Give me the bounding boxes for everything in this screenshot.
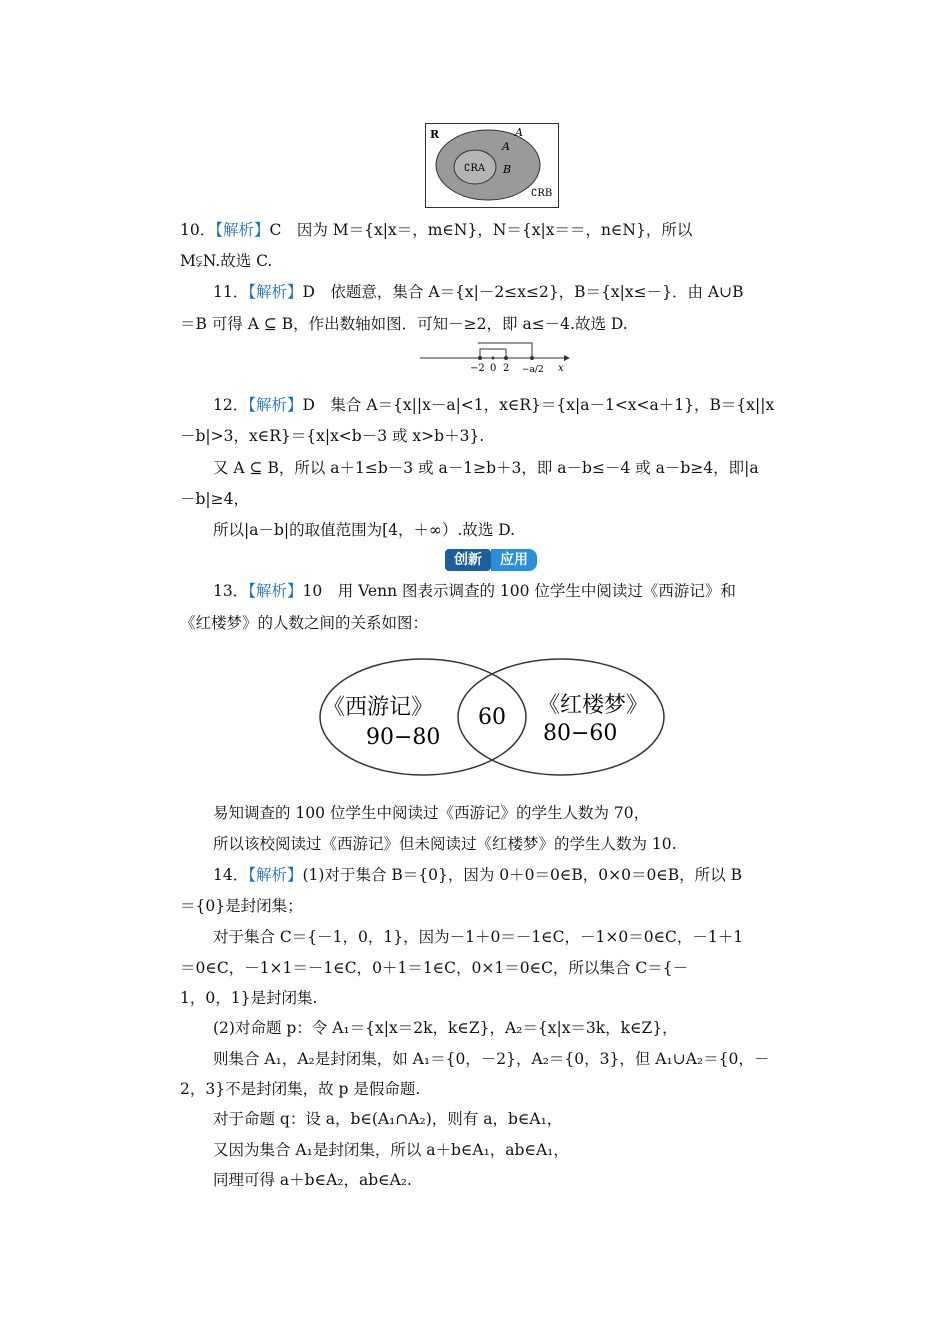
venn-right-title: 《红楼梦》 bbox=[538, 693, 649, 718]
q13-line3: 易知调查的 100 位学生中阅读过《西游记》的学生人数为 70， bbox=[213, 804, 650, 822]
q12-line5: 所以|a－b|的取值范围为[4，＋∞）.故选 D. bbox=[213, 521, 516, 539]
analysis-tag: 【解析】 bbox=[248, 582, 303, 600]
tick-neg2: −2 bbox=[470, 363, 485, 374]
q14-line9: 对于命题 q：设 a，b∈(A₁∩A₂)，则有 a，b∈A₁， bbox=[213, 1110, 563, 1128]
q10-line1: 10．【解析】C 因为 M＝{x|x＝，m∈N}，N＝{x|x＝＝，n∈N}，所以 bbox=[180, 221, 693, 239]
q13-line1: 13．【解析】10 用 Venn 图表示调查的 100 位学生中阅读过《西游记》和 bbox=[213, 582, 736, 600]
analysis-tag: 【解析】 bbox=[248, 866, 303, 884]
q12-line3: 又 A ⊆ B，所以 a＋1≤b－3 或 a－1≥b＋3，即 a－b≤－4 或 a－b≥4，即|a bbox=[213, 459, 759, 477]
q14-line10: 又因为集合 A₁是封闭集，所以 a＋b∈A₁，ab∈A₁， bbox=[213, 1141, 569, 1159]
q12-line1: 12．【解析】D 集合 A＝{x||x－a|<1，x∈R}＝{x|a－1<x<a＋1}，B＝{x||x bbox=[213, 396, 775, 414]
axis-x: x bbox=[558, 363, 564, 374]
number-line bbox=[418, 340, 570, 386]
venn-diagram bbox=[318, 656, 668, 780]
q14-line1: 14．【解析】(1)对于集合 B＝{0}，因为 0＋0＝0∈B，0×0＝0∈B，所以 B bbox=[213, 866, 742, 884]
label-B: B bbox=[503, 163, 512, 176]
q14-line5: 1，0，1}是封闭集. bbox=[180, 989, 318, 1007]
q13-line2: 《红楼梦》的人数之间的关系如图： bbox=[180, 614, 429, 632]
tick-2: 2 bbox=[503, 363, 510, 374]
analysis-tag: 【解析】 bbox=[248, 396, 303, 414]
banner-right: 应用 bbox=[491, 549, 537, 571]
q13-line4: 所以该校阅读过《西游记》但未阅读过《红楼梦》的学生人数为 10. bbox=[213, 835, 677, 853]
analysis-tag: 【解析】 bbox=[215, 221, 270, 239]
venn-center: 60 bbox=[478, 705, 506, 730]
analysis-tag: 【解析】 bbox=[248, 283, 303, 301]
venn-left-value: 90−80 bbox=[366, 725, 441, 750]
q14-line3: 对于集合 C＝{－1，0，1}，因为－1＋0＝－1∈C，－1×0＝0∈C，－1＋1 bbox=[213, 928, 744, 946]
venn-left-title: 《西游记》 bbox=[323, 695, 434, 720]
q14-line8: 2，3}不是封闭集，故 p 是假命题. bbox=[180, 1080, 421, 1098]
q11-line1: 11．【解析】D 依题意，集合 A＝{x|－2≤x≤2}，B＝{x|x≤－}．由 A∪B bbox=[213, 283, 744, 301]
q10-line2: M⫋N.故选 C. bbox=[180, 252, 273, 270]
label-A: A bbox=[502, 140, 510, 153]
q12-line2: －b|>3，x∈R}＝{x|x<b－3 或 x>b＋3}. bbox=[180, 427, 485, 445]
q12-line4: －b|≥4， bbox=[180, 490, 249, 508]
set-diagram bbox=[425, 123, 560, 209]
label-outer-A: A bbox=[515, 126, 523, 139]
q14-line6: (2)对命题 p：令 A₁＝{x|x＝2k，k∈Z}，A₂＝{x|x＝3k，k∈Z}， bbox=[213, 1019, 678, 1037]
q14-line4: ＝0∈C，－1×1＝－1∈C，0＋1＝1∈C，0×1＝0∈C，所以集合 C＝{－ bbox=[180, 959, 689, 977]
q11-line2: ＝B 可得 A ⊆ B，作出数轴如图．可知－≥2，即 a≤－4.故选 D. bbox=[180, 315, 628, 333]
label-universe: R bbox=[430, 128, 440, 141]
label-complement-A: ∁RA bbox=[464, 163, 486, 174]
section-banner bbox=[445, 549, 537, 571]
tick-0: 0 bbox=[490, 363, 497, 374]
tick-var: −a/2 bbox=[522, 365, 544, 375]
venn-right-value: 80−60 bbox=[543, 721, 618, 746]
banner-left: 创新 bbox=[445, 549, 491, 571]
q14-line2: ＝{0}是封闭集； bbox=[180, 897, 303, 915]
label-complement-B: ∁RB bbox=[531, 188, 553, 199]
q14-line11: 同理可得 a＋b∈A₂，ab∈A₂. bbox=[213, 1171, 412, 1189]
q14-line7: 则集合 A₁，A₂是封闭集，如 A₁＝{0，－2}，A₂＝{0，3}，但 A₁∪A₂＝{0，－ bbox=[213, 1050, 770, 1068]
